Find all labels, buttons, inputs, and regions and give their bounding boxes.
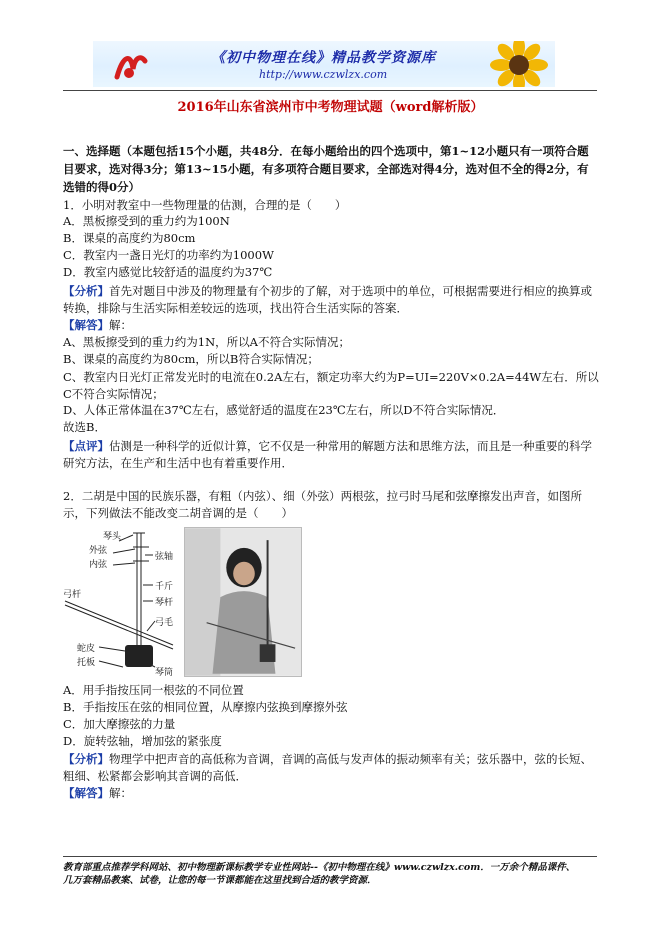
q1-analysis (63, 283, 599, 317)
q2-analysis (63, 751, 599, 785)
label-tuoban: 托板 (77, 658, 96, 668)
label-xianzhou: 弦轴 (155, 552, 174, 562)
q1-option-c: C．教室内一盏日光灯的功率约为1000W (63, 248, 274, 262)
q1-answer-choice: 故选B． (63, 420, 106, 434)
document-title: 2016年山东省滨州市中考物理试题（word解析版） (177, 100, 484, 115)
q2-analysis-text: 物理学中把声音的高低称为音调，音调的高低与发声体的振动频率有关；弦乐器中，弦的长短、粗细、松紧都会影响其音调的高低． (63, 752, 592, 783)
q2-stem: 2．二胡是中国的民族乐器，有粗（内弦）、细（外弦）两根弦，拉弓时马尾和弦摩擦发出声音，如图所示，下列做法不能改变二胡音调的是（ ） (63, 489, 583, 520)
q2-option-a: A．用手指按压同一根弦的不同位置 (63, 683, 244, 697)
label-neixian: 内弦 (89, 560, 108, 570)
q2-answer-head (63, 786, 599, 801)
q1-stem: 1．小明对教室中一些物理量的估测，合理的是（ ） (63, 198, 347, 212)
answer-tag: 【解答】 (63, 318, 109, 332)
page-footer (63, 861, 603, 887)
erhu-diagram (63, 527, 181, 677)
site-logo-icon (113, 49, 149, 81)
q1-answer-line-b: B、课桌的高度约为80cm，所以B符合实际情况； (63, 352, 319, 366)
q1-analysis-text: 首先对题目中涉及的物理量有个初步的了解，对于选项中的单位，可根据需要进行相应的换算或转换，排除与生活实际相差较远的选项，找出符合生活实际的答案． (63, 284, 592, 315)
q1-comment (63, 438, 599, 472)
section-heading: 一、选择题（本题包括15个小题，共48分．在每小题给出的四个选项中，第1~12小题只有一项符合题目要求，选对得3分；第13~15小题，有多项符合题目要求，全部选对得4分，选对但不全的得2分，有选错的得0分） (63, 144, 589, 194)
header-divider (63, 90, 597, 91)
q1-answer-line-a: A、黑板擦受到的重力约为1N，所以A不符合实际情况； (63, 335, 350, 349)
q1-option-d: D．教室内感觉比较舒适的温度约为37℃ (63, 265, 273, 279)
label-gongmao: 弓毛 (155, 618, 174, 628)
label-qianjin: 千斤 (155, 582, 174, 592)
q2-option-c: C．加大摩擦弦的力量 (63, 717, 176, 731)
q1-answer-line-c: C、教室内日光灯正常发光时的电流在0.2A左右，额定功率大约为P=UI=220V×0.2A=44W左右．所以C不符合实际情况； (63, 370, 599, 401)
q1-option-b: B．课桌的高度约为80cm (63, 231, 196, 245)
q1-option-a: A．黑板擦受到的重力约为100N (63, 214, 230, 228)
q1-answer-head (63, 318, 599, 333)
q2-answer-intro: 解： (109, 786, 132, 800)
q2-option-b: B．手指按压在弦的相同位置，从摩擦内弦换到摩擦外弦 (63, 700, 348, 714)
footer-line-2: 几万套精品教案、试卷，让您的每一节课都能在这里找到合适的教学资源． (63, 875, 377, 886)
label-gonggan: 弓杆 (63, 590, 82, 600)
header-banner (93, 41, 555, 87)
comment-tag: 【点评】 (63, 439, 109, 453)
answer-tag: 【解答】 (63, 786, 109, 800)
q1-comment-text: 估测是一种科学的近似计算，它不仅是一种常用的解题方法和思维方法，而且是一种重要的科学研究方法，在生产和生活中也有着重要作用． (63, 439, 592, 470)
label-qintou: 琴头 (103, 532, 122, 542)
banner-title: 《初中物理在线》精品教学资源库 (211, 50, 436, 66)
erhu-player-photo (184, 527, 302, 677)
label-shepi: 蛇皮 (77, 644, 96, 654)
label-qintong: 琴筒 (155, 668, 174, 677)
label-waixian: 外弦 (89, 546, 108, 556)
label-qingan: 琴杆 (155, 598, 174, 608)
banner-url[interactable]: http://www.czwlzx.com (259, 68, 388, 81)
footer-line-1: 教育部重点推荐学科网站、初中物理新课标教学专业性网站--《初中物理在线》www.czwlzx.com．一万余个精品课件、 (63, 862, 576, 873)
sunflower-icon (489, 41, 549, 87)
q1-answer-intro: 解： (109, 318, 132, 332)
q2-option-d: D．旋转弦轴，增加弦的紧张度 (63, 734, 222, 748)
analysis-tag: 【分析】 (63, 284, 109, 298)
q1-answer-line-d: D、人体正常体温在37℃左右，感觉舒适的温度在23℃左右，所以D不符合实际情况． (63, 403, 505, 417)
analysis-tag: 【分析】 (63, 752, 109, 766)
footer-divider (63, 856, 597, 857)
